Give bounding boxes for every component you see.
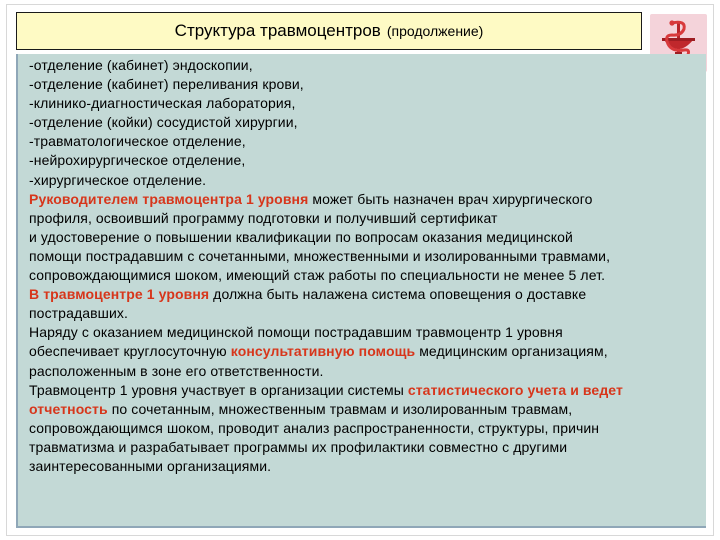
text-line: -хирургическое отделение. bbox=[29, 171, 207, 188]
text-line: В травмоцентре 1 уровня должна быть налажена система оповещения о доставке bbox=[29, 286, 587, 303]
page-title: Структура травмоцентров bbox=[174, 21, 381, 40]
text-line: травматизма и разрабатывает программы их профилактики совместно с другими bbox=[29, 438, 568, 455]
text-line: отчетность по сочетанным, множественным травмам и изолированным травмам, bbox=[29, 400, 573, 417]
page-subtitle: (продолжение) bbox=[386, 23, 484, 39]
text-line: Руководителем травмоцентра 1 уровня может быть назначен врач хирургического bbox=[29, 190, 593, 207]
highlight-text: В травмоцентре 1 уровня bbox=[29, 286, 210, 303]
highlight-text: консультативную помощь bbox=[230, 343, 416, 360]
text-line: -нейрохирургическое отделение, bbox=[29, 152, 246, 169]
text-line: Травмоцентр 1 уровня участвует в организации системы статистического учета и ведет bbox=[29, 381, 623, 398]
highlight-text: Руководителем травмоцентра 1 уровня bbox=[29, 190, 309, 207]
text-line: заинтересованными организациями. bbox=[29, 457, 272, 474]
text-line: профиля, освоивший программу подготовки и получивший сертификат bbox=[29, 209, 498, 226]
text-line: помощи пострадавшим с сочетанными, множественными и изолированными травмами, bbox=[29, 247, 611, 264]
text-line: -отделение (кабинет) переливания крови, bbox=[29, 76, 304, 93]
text-line: -клинико-диагностическая лаборатория, bbox=[29, 95, 296, 112]
text-line: -отделение (кабинет) эндоскопии, bbox=[29, 57, 253, 73]
text-line: Наряду с оказанием медицинской помощи пострадавшим травмоцентр 1 уровня bbox=[29, 324, 563, 341]
text-line: -травматологическое отделение, bbox=[29, 133, 246, 150]
text-line: сопровождающимися шоком, имеющий стаж работы по специальности не менее 5 лет. bbox=[29, 267, 606, 284]
text-line: и удостоверение о повышении квалификации по вопросам оказания медицинской bbox=[29, 228, 573, 245]
highlight-text: статистического учета и ведет bbox=[407, 381, 623, 398]
highlight-text: отчетность bbox=[29, 400, 108, 417]
text-line: -отделение (койки) сосудистой хирургии, bbox=[29, 114, 298, 131]
text-line: пострадавших. bbox=[29, 305, 128, 322]
title-box bbox=[16, 12, 642, 50]
text-line: расположенным в зоне его ответственности. bbox=[29, 362, 324, 379]
text-line: обеспечивает круглосуточную консультативную помощь медицинским организациям, bbox=[29, 343, 608, 360]
text-line: сопровождающимся шоком, проводит анализ распространенности, структуры, причин bbox=[29, 419, 600, 436]
content-box bbox=[16, 54, 706, 528]
